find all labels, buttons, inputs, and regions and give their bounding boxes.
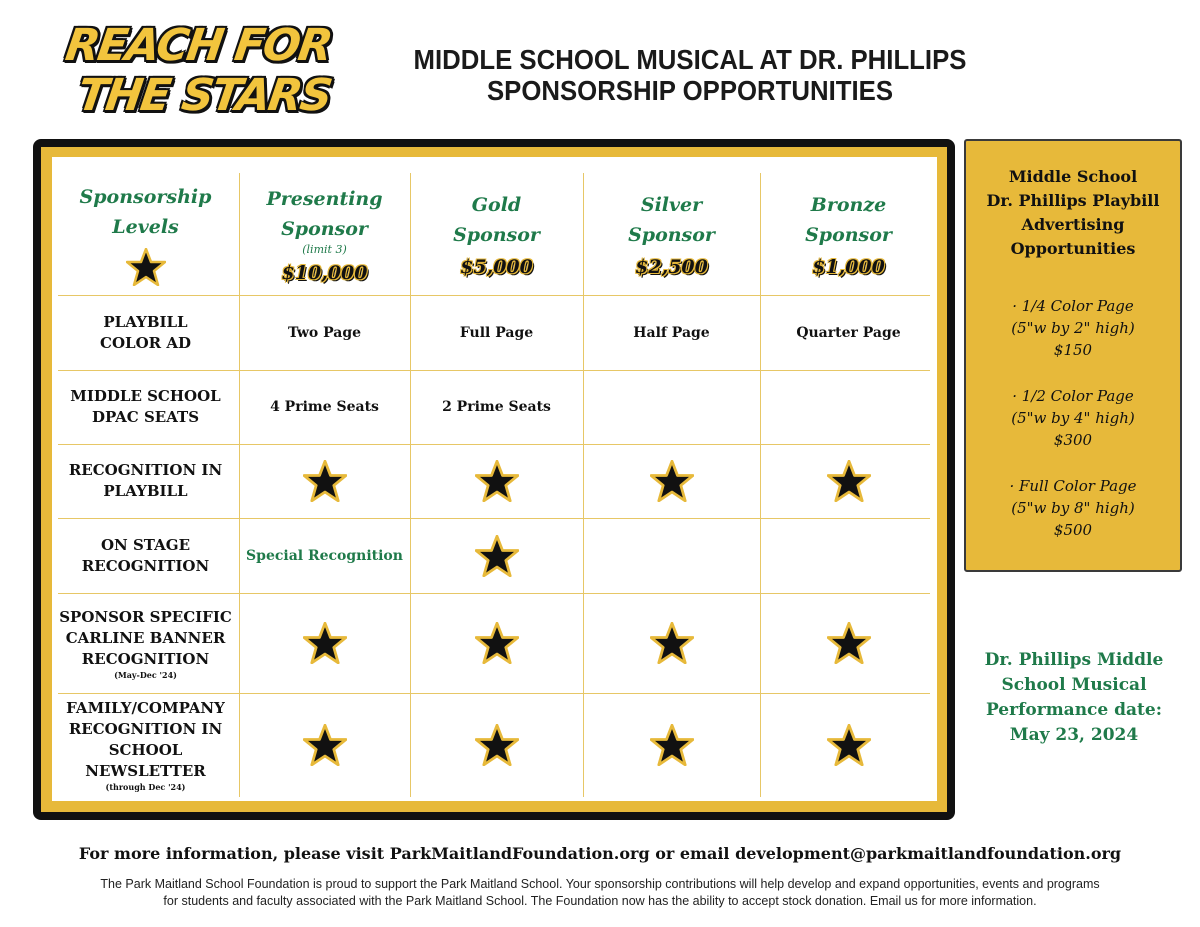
advertising-panel-title bbox=[966, 165, 1180, 261]
row-label-line: COLOR AD bbox=[100, 333, 191, 352]
cell-gold-seats bbox=[410, 370, 583, 444]
cell-presenting-seats bbox=[239, 370, 410, 444]
cell-gold-carline bbox=[410, 593, 583, 693]
page-title bbox=[368, 44, 1012, 106]
cell-bronze-recognition-playbill bbox=[760, 444, 937, 518]
row-label-line: RECOGNITION IN bbox=[68, 720, 223, 738]
row-label-on-stage-recognition bbox=[52, 518, 239, 593]
row-label-playbill-color-ad bbox=[52, 295, 239, 370]
cell-bronze-playbill-ad bbox=[760, 295, 937, 370]
cell-value: Two Page bbox=[287, 324, 362, 341]
foundation-about-text bbox=[30, 876, 1170, 910]
page-title-line-1: MIDDLE SCHOOL MUSICAL AT DR. PHILLIPS bbox=[413, 44, 967, 75]
star-icon bbox=[126, 248, 166, 286]
star-icon bbox=[827, 622, 871, 664]
bronze-sponsor-header bbox=[760, 173, 937, 295]
star-icon bbox=[650, 460, 694, 502]
row-label-carline-banner bbox=[52, 593, 239, 693]
silver-sponsor-header bbox=[583, 173, 760, 295]
ad-option-size: (5"w by 4" high) bbox=[1011, 409, 1135, 427]
ad-option-name: · Full Color Page bbox=[1009, 477, 1137, 495]
presenting-limit-note: (limit 3) bbox=[302, 243, 347, 256]
row-label-line: DPAC SEATS bbox=[91, 408, 200, 426]
performance-line: Dr. Phillips Middle bbox=[984, 650, 1164, 670]
row-label-recognition-in-playbill bbox=[52, 444, 239, 518]
gold-sponsor-header bbox=[410, 173, 583, 295]
ad-option-price: $300 bbox=[1053, 431, 1093, 449]
silver-header-line-2: Sponsor bbox=[628, 224, 715, 246]
gold-header-line-1: Gold bbox=[471, 194, 522, 216]
logo-line-1: REACH FOR bbox=[62, 20, 335, 71]
row-label-line: ON STAGE bbox=[100, 535, 191, 554]
advertising-title-line: Middle School bbox=[1008, 167, 1138, 186]
ad-option-price: $150 bbox=[1053, 341, 1093, 359]
playbill-advertising-panel bbox=[964, 139, 1182, 572]
row-label-line: PLAYBILL bbox=[103, 482, 188, 500]
cell-silver-recognition-playbill bbox=[583, 444, 760, 518]
logo-line-2: THE STARS bbox=[74, 70, 334, 121]
cell-value: Quarter Page bbox=[796, 324, 901, 341]
cell-gold-playbill-ad bbox=[410, 295, 583, 370]
cell-presenting-on-stage bbox=[239, 518, 410, 593]
cell-presenting-playbill-ad bbox=[239, 295, 410, 370]
ad-option-full-page bbox=[966, 475, 1180, 541]
page-title-line-2: SPONSORSHIP OPPORTUNITIES bbox=[486, 75, 894, 106]
star-icon bbox=[475, 724, 519, 766]
silver-header-line-1: Silver bbox=[640, 194, 703, 216]
row-label-line: RECOGNITION bbox=[81, 556, 210, 575]
about-line-1: The Park Maitland School Foundation is proud to support the Park Maitland School. Your sponsorship contributions will help develop and expand opportunities, events and programs bbox=[100, 877, 1100, 891]
cell-presenting-carline bbox=[239, 593, 410, 693]
presenting-sponsor-header bbox=[239, 173, 410, 295]
sponsorship-table bbox=[52, 157, 937, 801]
ad-option-half-page bbox=[966, 385, 1180, 451]
silver-price: $2,500 bbox=[635, 256, 708, 278]
star-icon bbox=[475, 460, 519, 502]
gold-price: $5,000 bbox=[460, 256, 533, 278]
ad-option-name: · 1/2 Color Page bbox=[1012, 387, 1134, 405]
cell-presenting-newsletter bbox=[239, 693, 410, 797]
cell-gold-on-stage bbox=[410, 518, 583, 593]
row-label-line: CARLINE BANNER bbox=[65, 628, 226, 647]
performance-line: School Musical bbox=[1001, 675, 1147, 695]
cell-gold-newsletter bbox=[410, 693, 583, 797]
cell-value: 2 Prime Seats bbox=[442, 399, 551, 415]
row-label-line: RECOGNITION bbox=[81, 649, 210, 668]
row-label-line: RECOGNITION IN bbox=[68, 461, 223, 479]
cell-silver-newsletter bbox=[583, 693, 760, 797]
presenting-price: $10,000 bbox=[281, 262, 368, 284]
cell-value: Special Recognition bbox=[246, 547, 403, 564]
row-label-school-newsletter bbox=[52, 693, 239, 797]
cell-value: Half Page bbox=[633, 324, 710, 341]
star-icon bbox=[303, 724, 347, 766]
about-line-2: for students and faculty associated with the Park Maitland School. The Foundation now has the ability to accept stock donation. Email us for more information. bbox=[163, 894, 1037, 908]
performance-date-block bbox=[966, 648, 1182, 748]
star-icon bbox=[827, 724, 871, 766]
row-label-line: SPONSOR SPECIFIC bbox=[59, 607, 232, 626]
cell-silver-carline bbox=[583, 593, 760, 693]
bronze-price: $1,000 bbox=[812, 256, 885, 278]
star-icon bbox=[475, 535, 519, 577]
advertising-title-line: Opportunities bbox=[1010, 239, 1136, 258]
presenting-header-line-1: Presenting bbox=[266, 188, 383, 210]
ad-option-size: (5"w by 2" high) bbox=[1011, 319, 1135, 337]
advertising-title-line: Advertising bbox=[1021, 215, 1125, 234]
row-label-note: (through Dec '24) bbox=[105, 782, 186, 792]
cell-value: 4 Prime Seats bbox=[270, 399, 379, 415]
star-icon bbox=[650, 724, 694, 766]
gold-header-line-2: Sponsor bbox=[453, 224, 540, 246]
performance-line: Performance date: bbox=[985, 700, 1162, 720]
bronze-header-line-2: Sponsor bbox=[805, 224, 892, 246]
ad-option-quarter-page bbox=[966, 295, 1180, 361]
ad-option-name: · 1/4 Color Page bbox=[1012, 297, 1134, 315]
row-label-line: PLAYBILL bbox=[103, 312, 188, 331]
presenting-header-line-2: Sponsor bbox=[281, 218, 368, 240]
sponsorship-levels-header bbox=[52, 173, 239, 295]
performance-date: May 23, 2024 bbox=[1009, 725, 1139, 745]
cell-bronze-carline bbox=[760, 593, 937, 693]
ad-option-size: (5"w by 8" high) bbox=[1011, 499, 1135, 517]
cell-bronze-newsletter bbox=[760, 693, 937, 797]
cell-value: Full Page bbox=[459, 324, 534, 341]
row-label-line: FAMILY/COMPANY bbox=[66, 699, 225, 717]
levels-header-line-2: Levels bbox=[112, 216, 179, 238]
more-information-line: For more information, please visit ParkMaitlandFoundation.org or email development@parkmaitlandfoundation.org bbox=[78, 844, 1122, 863]
row-label-dpac-seats bbox=[52, 370, 239, 444]
star-icon bbox=[303, 622, 347, 664]
cell-presenting-recognition-playbill bbox=[239, 444, 410, 518]
star-icon bbox=[827, 460, 871, 502]
bronze-header-line-1: Bronze bbox=[810, 194, 887, 216]
row-label-line: SCHOOL NEWSLETTER bbox=[85, 741, 206, 780]
row-label-line: MIDDLE SCHOOL bbox=[70, 387, 221, 405]
star-icon bbox=[475, 622, 519, 664]
levels-header-line-1: Sponsorship bbox=[79, 186, 212, 208]
advertising-title-line: Dr. Phillips Playbill bbox=[986, 191, 1160, 210]
cell-silver-playbill-ad bbox=[583, 295, 760, 370]
star-icon bbox=[650, 622, 694, 664]
ad-option-price: $500 bbox=[1053, 521, 1093, 539]
row-label-note: (May-Dec '24) bbox=[114, 669, 177, 680]
reach-for-the-stars-logo bbox=[62, 18, 336, 121]
star-icon bbox=[303, 460, 347, 502]
cell-gold-recognition-playbill bbox=[410, 444, 583, 518]
